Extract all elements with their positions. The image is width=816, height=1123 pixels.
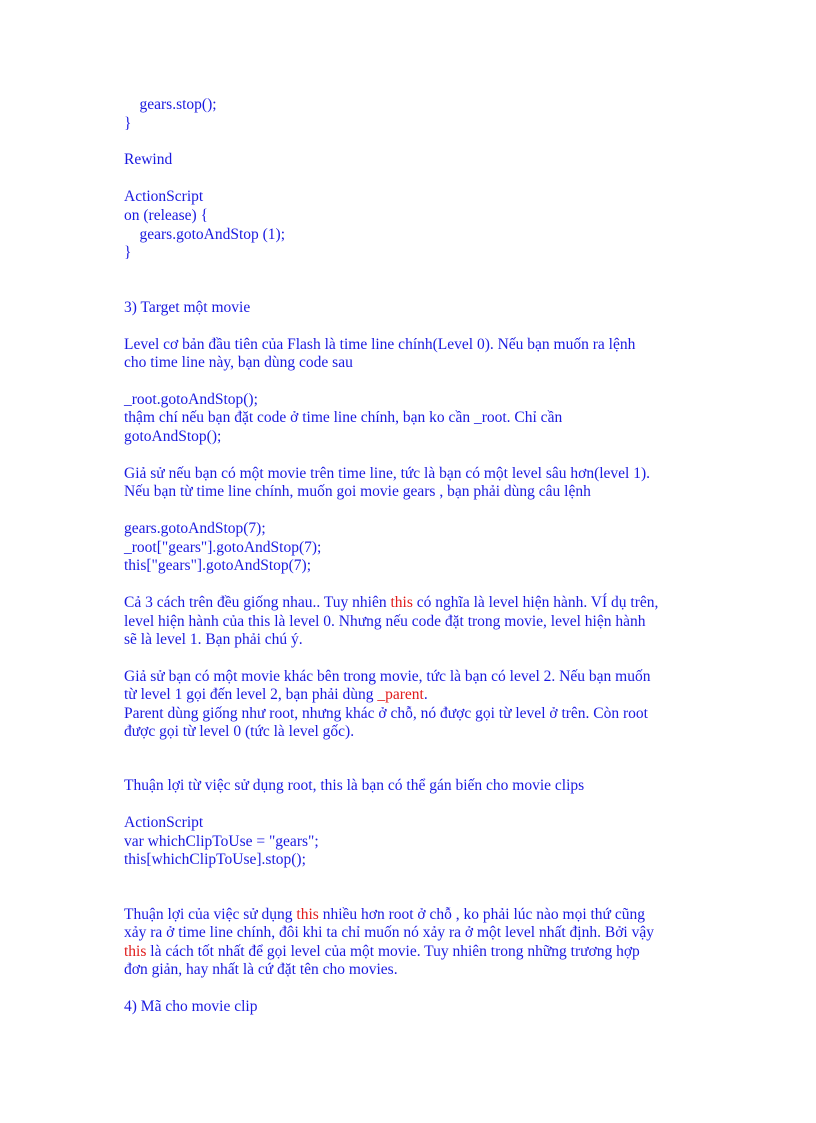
code-line: this["gears"].gotoAndStop(7);	[124, 557, 312, 574]
paragraph-line: Level cơ bản đầu tiên của Flash là time line chính(Level 0). Nếu bạn muốn ra lệnh	[124, 336, 636, 353]
paragraph-line: đơn giản, hay nhất là cứ đặt tên cho movies.	[124, 961, 398, 978]
highlight-this: this	[124, 943, 147, 960]
paragraph-line: Giả sử nếu bạn có một movie trên time line, tức là bạn có một level sâu hơn(level 1).	[124, 465, 651, 482]
highlight-this: this	[296, 906, 319, 923]
paragraph-line: Giả sử bạn có một movie khác bên trong movie, tức là bạn có level 2. Nếu bạn muốn	[124, 668, 651, 685]
code-line: var whichClipToUse = "gears";	[124, 833, 319, 850]
highlight-this: this	[390, 594, 413, 611]
code-line: on (release) {	[124, 207, 209, 224]
code-line: gears.stop();	[124, 96, 217, 113]
code-line: this[whichClipToUse].stop();	[124, 851, 306, 868]
section-heading-target-movie: 3) Target một movie	[124, 299, 251, 316]
code-line: }	[124, 115, 132, 132]
paragraph-line: this là cách tốt nhất để gọi level của một movie. Tuy nhiên trong những trương hợp	[124, 943, 640, 960]
paragraph-line: gotoAndStop();	[124, 428, 222, 445]
section-label-rewind: Rewind	[124, 151, 173, 168]
paragraph-line: level hiện hành của this là level 0. Nhưng nếu code đặt trong movie, level hiện hành	[124, 613, 646, 630]
paragraph-line: Cả 3 cách trên đều giống nhau.. Tuy nhiên this có nghĩa là level hiện hành. VÍ dụ trên,	[124, 594, 659, 611]
code-line: }	[124, 244, 132, 261]
paragraph-line: cho time line này, bạn dùng code sau	[124, 354, 353, 371]
paragraph-line: Thuận lợi từ việc sử dụng root, this là bạn có thể gán biến cho movie clips	[124, 777, 585, 794]
code-label: ActionScript	[124, 188, 204, 205]
paragraph-line: Nếu bạn từ time line chính, muốn goi movie gears , bạn phải dùng câu lệnh	[124, 483, 591, 500]
code-label: ActionScript	[124, 814, 204, 831]
paragraph-line: Parent dùng giống như root, nhưng khác ở chỗ, nó được gọi từ level ở trên. Còn root	[124, 705, 648, 722]
paragraph-line: Thuận lợi của việc sử dụng this nhiều hơn root ở chỗ , ko phải lúc nào mọi thứ cũng	[124, 906, 645, 923]
code-line: _root["gears"].gotoAndStop(7);	[124, 539, 322, 556]
code-line: _root.gotoAndStop();	[124, 391, 258, 408]
paragraph-line: sẽ là level 1. Bạn phải chú ý.	[124, 631, 303, 648]
code-line: gears.gotoAndStop(7);	[124, 520, 266, 537]
paragraph-line: từ level 1 gọi đến level 2, bạn phải dùng _parent.	[124, 686, 428, 703]
paragraph-line: được gọi từ level 0 (tức là level gốc).	[124, 723, 355, 740]
code-line: gears.gotoAndStop (1);	[124, 226, 286, 243]
paragraph-line: xảy ra ở time line chính, đôi khi ta chỉ muốn nó xảy ra ở một level nhất định. Bởi vậy	[124, 924, 654, 941]
highlight-parent: _parent	[377, 686, 424, 703]
paragraph-line: thậm chí nếu bạn đặt code ở time line chính, bạn ko cần _root. Chỉ cần	[124, 409, 563, 426]
section-heading-movie-clip-code: 4) Mã cho movie clip	[124, 998, 258, 1015]
